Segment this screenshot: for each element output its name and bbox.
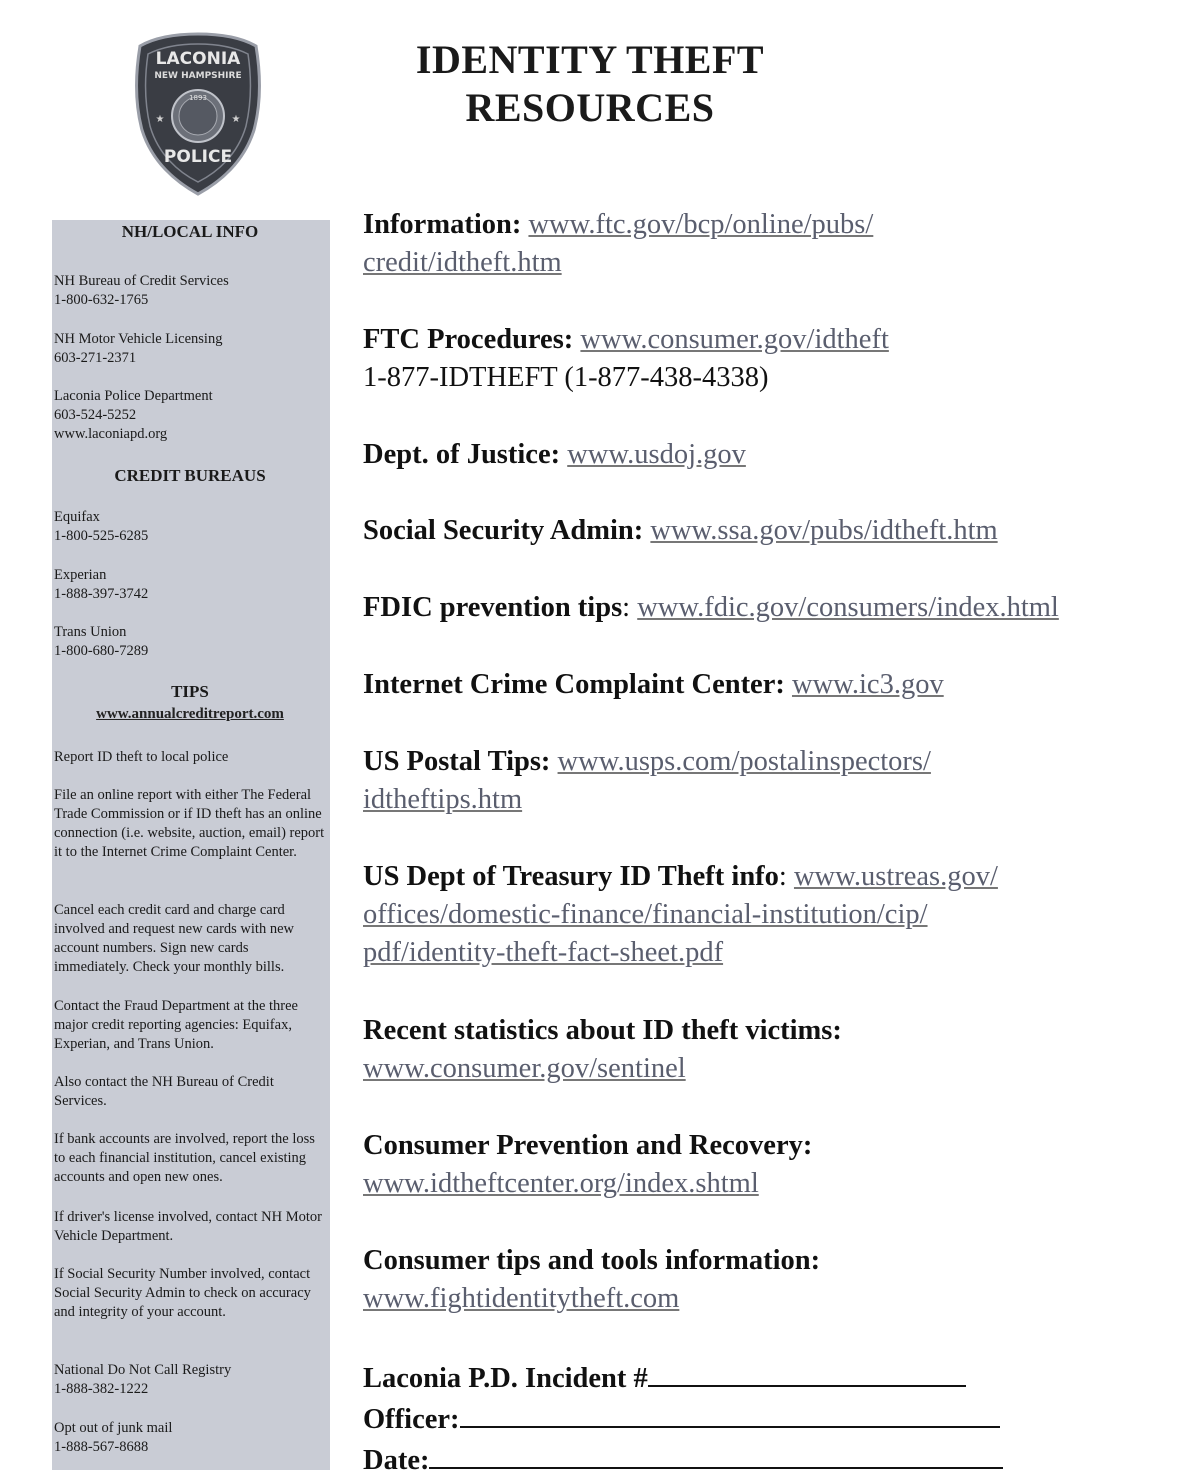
resource-label: FTC Procedures: [363,324,574,355]
resource-link[interactable]: credit/idtheft.htm [363,247,562,278]
page-title [360,36,820,132]
date-field[interactable]: Date: [363,1439,1193,1480]
local-contact: NH Motor Vehicle Licensing 603-271-2371 [54,331,223,366]
resource-entry [363,1012,1193,1088]
resource-label: Consumer Prevention and Recovery: [363,1130,813,1161]
resource-entry [363,1127,1193,1203]
svg-text:POLICE: POLICE [163,147,233,167]
tip-item: Also contact the NH Bureau of Credit Services. [54,1074,274,1109]
resource-label: Internet Crime Complaint Center: [363,669,785,700]
registry-contact: National Do Not Call Registry 1-888-382-1222 [54,1362,232,1397]
resource-entry [363,512,1193,550]
resource-label: Recent statistics about ID theft victims: [363,1015,842,1046]
tips-heading: TIPS [171,682,209,701]
tip-item: Contact the Fraud Department at the three major credit reporting agencies: Equifax, Experian, and Trans Union. [54,998,298,1052]
svg-text:1893: 1893 [189,94,207,102]
annual-credit-report-link[interactable]: www.annualcreditreport.com [96,706,284,722]
incident-form [363,1357,1193,1480]
credit-bureaus-heading: CREDIT BUREAUS [114,466,266,485]
svg-text:★: ★ [231,114,241,125]
svg-text:NEW HAMPSHIRE: NEW HAMPSHIRE [154,71,242,81]
registry-contact: Opt out of junk mail 1-888-567-8688 [54,1420,173,1455]
resource-link[interactable]: www.idtheftcenter.org/index.shtml [363,1168,759,1199]
resource-link[interactable]: offices/domestic-finance/financial-institution/cip/ [363,899,928,930]
tip-item: If bank accounts are involved, report the loss to each financial institution, cancel existing accounts and open new ones. [54,1131,315,1185]
local-contact: Laconia Police Department 603-524-5252 www.laconiapd.org [54,388,213,442]
officer-field[interactable]: Officer: [363,1398,1193,1439]
title-line-1: IDENTITY THEFT [415,37,765,82]
resource-link[interactable]: www.consumer.gov/idtheft [580,324,889,355]
resource-entry [363,436,1193,474]
resource-link[interactable]: idtheftips.htm [363,784,523,815]
resource-link[interactable]: www.ssa.gov/pubs/idtheft.htm [650,515,998,546]
resource-link[interactable]: www.ustreas.gov/ [793,861,998,892]
resource-link[interactable]: www.fdic.gov/consumers/index.html [637,592,1059,623]
resource-entry [363,206,1193,282]
svg-text:★: ★ [155,114,165,125]
resource-label: US Postal Tips: [363,746,551,777]
resource-label: Social Security Admin: [363,515,644,546]
sidebar-info-panel [52,220,330,1470]
incident-number-field[interactable]: Laconia P.D. Incident # [363,1357,1193,1398]
incident-number-line[interactable] [648,1357,966,1387]
local-contact: NH Bureau of Credit Services 1-800-632-1765 [54,273,229,308]
bureau-contact: Equifax 1-800-525-6285 [54,509,149,544]
resource-link[interactable]: www.consumer.gov/sentinel [363,1053,686,1084]
tip-item: If Social Security Number involved, contact Social Security Admin to check on accuracy and integrity of your account. [54,1266,311,1320]
resource-entry [363,321,1193,397]
resource-label: Consumer tips and tools information: [363,1245,821,1276]
tip-item: File an online report with either The Federal Trade Commission or if ID theft has an online connection (i.e. website, auction, email) report it to the Internet Crime Complaint Center. [54,787,325,860]
resource-link[interactable]: www.ftc.gov/bcp/online/pubs/ [528,209,874,240]
resource-entry [363,666,1193,704]
resource-link[interactable]: pdf/identity-theft-fact-sheet.pdf [363,937,724,968]
resource-entry: FDIC prevention tips: www.fdic.gov/consumers/index.html [363,592,1059,623]
resource-label: Information: [363,209,522,240]
resource-link[interactable]: www.fightidentitytheft.com [363,1283,680,1314]
resource-label: Dept. of Justice: [363,439,561,470]
tip-item: Report ID theft to local police [54,749,229,765]
laconia-police-badge [132,30,264,198]
resource-link[interactable]: www.usps.com/postalinspectors/ [557,746,931,777]
resource-link[interactable]: www.usdoj.gov [567,439,746,470]
bureau-contact: Trans Union 1-800-680-7289 [54,624,149,659]
resource-entry [363,743,1193,819]
date-line[interactable] [429,1439,1003,1469]
resource-link[interactable]: www.ic3.gov [791,669,944,700]
bureau-contact: Experian 1-888-397-3742 [54,567,149,602]
title-line-2: RESOURCES [465,85,715,130]
resource-entry [363,1242,1193,1318]
resource-entry: US Dept of Treasury ID Theft info: www.ustreas.gov/ offices/domestic-finance/financial-institution/cip/ pdf/identity-theft-fact-sheet.pdf [363,861,998,968]
officer-line[interactable] [460,1398,1000,1428]
tip-item: If driver's license involved, contact NH Motor Vehicle Department. [54,1209,322,1244]
local-info-heading: NH/LOCAL INFO [121,222,259,241]
resource-phone: 1-877-IDTHEFT (1-877-438-4338) [363,362,769,393]
resource-label: FDIC prevention tips [363,592,623,623]
tip-item: Cancel each credit card and charge card involved and request new cards with new account numbers. Sign new cards immediately. Check your monthly bills. [54,902,294,975]
resource-label: US Dept of Treasury ID Theft info [363,861,779,892]
svg-text:LACONIA: LACONIA [155,49,241,69]
